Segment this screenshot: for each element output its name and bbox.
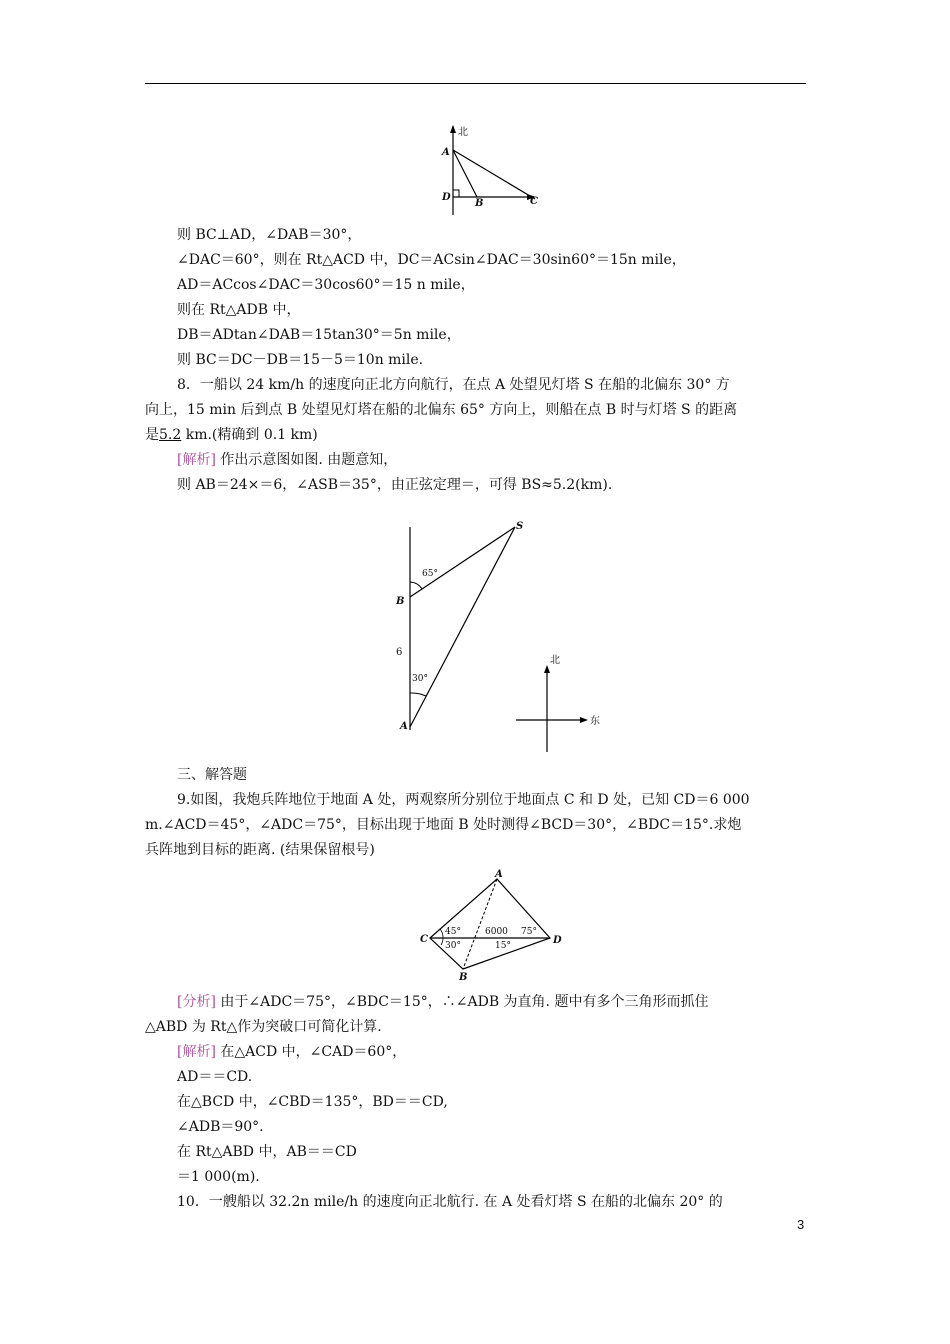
fig2-label-s: S bbox=[516, 521, 524, 532]
fig2-east: 东 bbox=[590, 716, 600, 727]
fig1-label-d: D bbox=[442, 192, 451, 203]
fig2-label-b: B bbox=[396, 596, 405, 607]
sol9-line-2: AD＝＝CD. bbox=[177, 1069, 253, 1085]
analysis-line-1 bbox=[177, 992, 708, 1012]
q8-solution-text-1: 作出示意图如图. 由题意知， bbox=[215, 452, 398, 468]
q8-line-3-pre: 是 bbox=[145, 427, 159, 443]
q9-line-1: 9.如图，我炮兵阵地位于地面 A 处，两观察所分别位于地面点 C 和 D 处，已知 CD＝6 000 bbox=[177, 792, 750, 808]
section-heading: 三、解答题 bbox=[177, 767, 247, 783]
figure-ship-lighthouse-2 bbox=[390, 515, 620, 755]
sol7-line-6: 则 BC＝DC－DB＝15－5＝10n mile. bbox=[177, 352, 424, 368]
q8-solution-tag: [解析] bbox=[177, 452, 216, 468]
fig2-north: 北 bbox=[550, 655, 560, 666]
fig3-angle-30: 30° bbox=[445, 941, 461, 951]
fig2-label-a: A bbox=[400, 721, 408, 732]
q8-solution-line-2: 则 AB＝24×＝6，∠ASB＝35°，由正弦定理＝，可得 BS≈5.2(km). bbox=[177, 477, 613, 493]
fig2-side-ab: 6 bbox=[396, 647, 403, 658]
fig3-label-d: D bbox=[553, 935, 562, 946]
q8-line-1: 8．一船以 24 km/h 的速度向正北方向航行，在点 A 处望见灯塔 S 在船的北偏东 30° 方 bbox=[177, 377, 730, 393]
fig3-angle-45: 45° bbox=[445, 927, 461, 937]
fig2-angle-b: 65° bbox=[422, 569, 438, 579]
sol7-line-5: DB＝ADtan∠DAB＝15tan30°＝5n mile， bbox=[177, 327, 461, 343]
analysis-text-1: 由于∠ADC＝75°，∠BDC＝15°，∴∠ADB 为直角. 题中有多个三角形而抓住 bbox=[215, 994, 709, 1010]
sol9-line-1 bbox=[177, 1042, 406, 1062]
fig3-angle-15: 15° bbox=[495, 941, 511, 951]
fig3-label-a: A bbox=[495, 869, 503, 880]
fig3-label-b: B bbox=[459, 972, 468, 983]
q8-answer: 5.2 bbox=[159, 427, 182, 443]
q8-line-3-post: km.(精确到 0.1 km) bbox=[181, 427, 318, 443]
fig3-label-c: C bbox=[420, 934, 428, 945]
analysis-line-2: △ABD 为 Rt△作为突破口可简化计算. bbox=[145, 1019, 382, 1035]
figure-quadrilateral-acbd bbox=[415, 870, 575, 985]
sol9-line-3: 在△BCD 中，∠CBD＝135°，BD＝＝CD, bbox=[177, 1094, 448, 1110]
analysis-tag: [分析] bbox=[177, 994, 216, 1010]
q9-line-2: m.∠ACD＝45°，∠ADC＝75°，目标出现于地面 B 处时测得∠BCD＝30°，∠BDC＝15°.求炮 bbox=[145, 817, 742, 833]
sol9-text-1: 在△ACD 中，∠CAD＝60°， bbox=[215, 1044, 407, 1060]
fig3-angle-75: 75° bbox=[521, 927, 537, 937]
sol7-line-1: 则 BC⊥AD，∠DAB＝30°， bbox=[177, 227, 362, 243]
page-number: 3 bbox=[797, 1217, 805, 1232]
q9-line-3: 兵阵地到目标的距离. (结果保留根号) bbox=[145, 842, 375, 858]
sol9-line-4: ∠ADB＝90°. bbox=[177, 1119, 264, 1135]
fig2-angle-a: 30° bbox=[412, 674, 428, 684]
fig1-label-b: B bbox=[475, 198, 484, 209]
fig1-north: 北 bbox=[458, 127, 468, 138]
header-rule bbox=[145, 83, 806, 84]
figure-ship-lighthouse-1 bbox=[430, 122, 550, 217]
q8-line-3 bbox=[145, 425, 318, 445]
sol7-line-2: ∠DAC＝60°，则在 Rt△ACD 中，DC＝ACsin∠DAC＝30sin60°＝15n mile， bbox=[177, 252, 686, 268]
q10-line-1: 10．一艘船以 32.2n mile/h 的速度向正北航行. 在 A 处看灯塔 S 在船的北偏东 20° 的 bbox=[177, 1194, 723, 1210]
sol9-line-6: ＝1 000(m). bbox=[177, 1169, 260, 1185]
sol7-line-4: 则在 Rt△ADB 中， bbox=[177, 302, 301, 318]
q8-solution-line-1 bbox=[177, 450, 397, 470]
fig3-length-cd: 6000 bbox=[485, 927, 508, 937]
sol7-line-3: AD＝ACcos∠DAC＝30cos60°＝15 n mile， bbox=[177, 277, 475, 293]
sol9-line-5: 在 Rt△ABD 中，AB＝＝CD bbox=[177, 1144, 357, 1160]
fig1-label-a: A bbox=[442, 147, 450, 158]
fig1-label-c: C bbox=[530, 196, 538, 207]
q8-line-2: 向上，15 min 后到点 B 处望见灯塔在船的北偏东 65° 方向上，则船在点 B 时与灯塔 S 的距离 bbox=[145, 402, 738, 418]
sol9-tag: [解析] bbox=[177, 1044, 216, 1060]
